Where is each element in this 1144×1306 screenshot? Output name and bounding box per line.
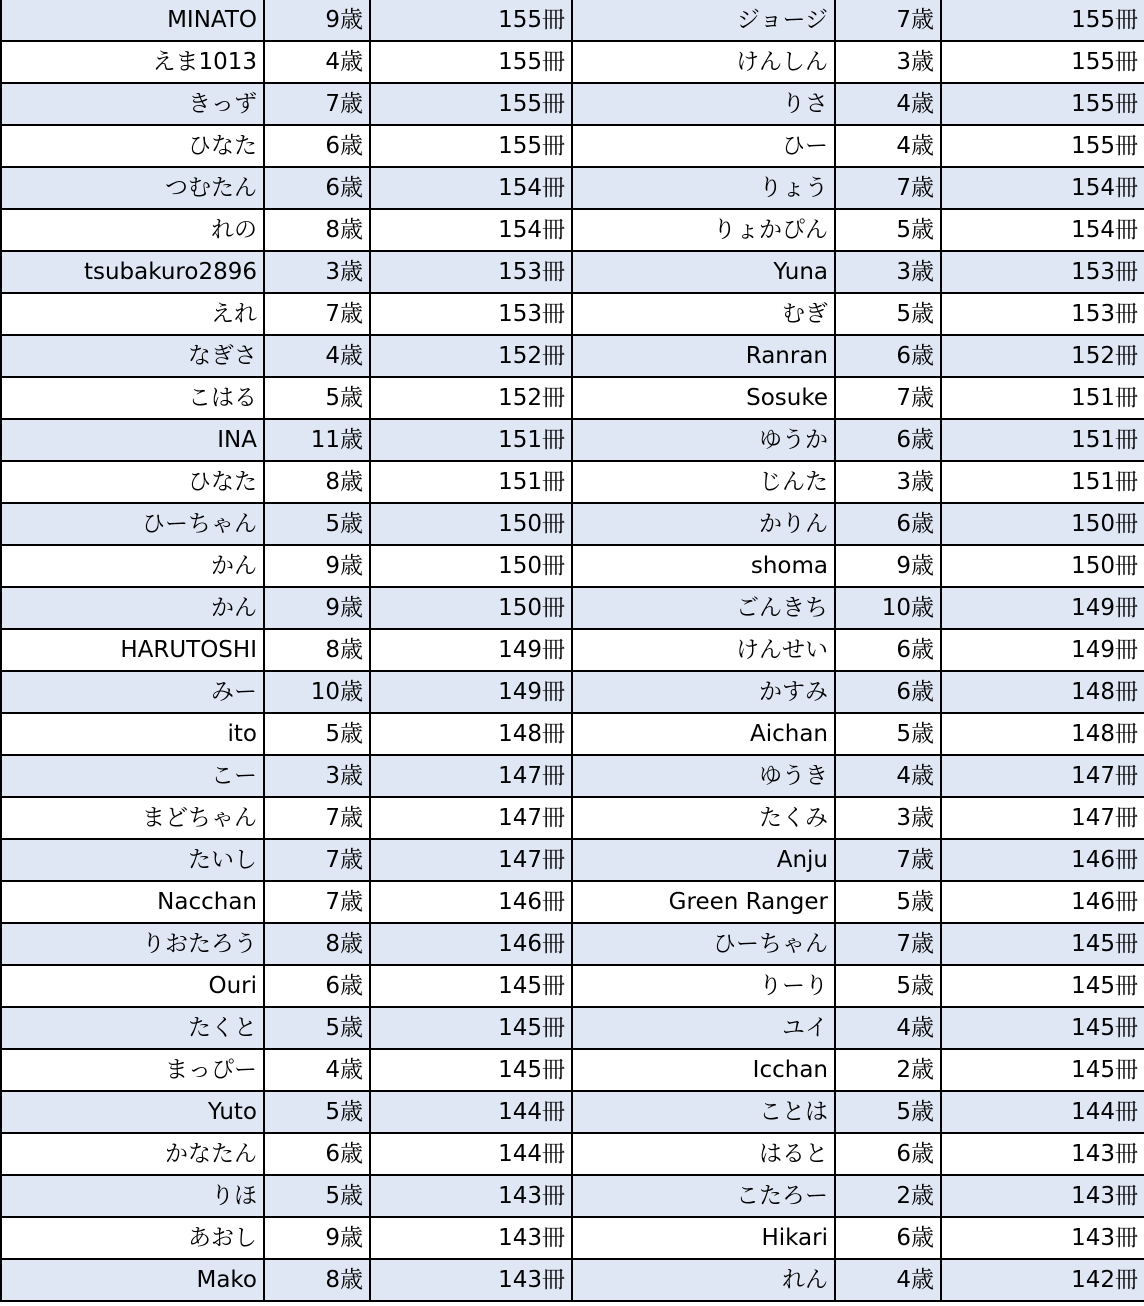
right-name-cell: ユイ [572,1007,835,1049]
right-books-cell: 154冊 [941,209,1144,251]
left-name-cell: なぎさ [1,335,264,377]
left-books-cell: 145冊 [370,965,572,1007]
right-books-cell: 145冊 [941,1007,1144,1049]
right-name-cell: かすみ [572,671,835,713]
right-name-cell: たくみ [572,797,835,839]
right-books-cell: 155冊 [941,0,1144,41]
left-age-cell: 9歳 [264,545,370,587]
left-name-cell: ひなた [1,125,264,167]
left-age-cell: 8歳 [264,923,370,965]
right-age-cell: 9歳 [835,545,941,587]
left-name-cell: MINATO [1,0,264,41]
right-age-cell: 2歳 [835,1049,941,1091]
right-age-cell: 4歳 [835,755,941,797]
right-age-cell: 5歳 [835,1091,941,1133]
table-row [1,587,1144,629]
left-age-cell: 8歳 [264,209,370,251]
left-name-cell: ひーちゃん [1,503,264,545]
right-name-cell: れん [572,1259,835,1301]
right-books-cell: 151冊 [941,461,1144,503]
right-age-cell: 6歳 [835,1133,941,1175]
right-age-cell: 3歳 [835,251,941,293]
right-books-cell: 144冊 [941,1091,1144,1133]
left-age-cell: 8歳 [264,461,370,503]
left-name-cell: Ouri [1,965,264,1007]
left-age-cell: 6歳 [264,125,370,167]
left-books-cell: 144冊 [370,1091,572,1133]
left-books-cell: 145冊 [370,1007,572,1049]
right-books-cell: 147冊 [941,797,1144,839]
right-books-cell: 145冊 [941,1049,1144,1091]
table-row [1,41,1144,83]
table-row [1,1007,1144,1049]
left-name-cell: Mako [1,1259,264,1301]
right-name-cell: りょかぴん [572,209,835,251]
left-age-cell: 8歳 [264,1259,370,1301]
left-age-cell: 11歳 [264,419,370,461]
right-name-cell: じんた [572,461,835,503]
table-row [1,419,1144,461]
left-name-cell: えま1013 [1,41,264,83]
right-name-cell: けんしん [572,41,835,83]
right-age-cell: 5歳 [835,965,941,1007]
left-age-cell: 5歳 [264,1175,370,1217]
table-row [1,923,1144,965]
left-age-cell: 9歳 [264,1217,370,1259]
left-books-cell: 155冊 [370,83,572,125]
left-age-cell: 6歳 [264,965,370,1007]
table-row [1,1133,1144,1175]
right-name-cell: ひーちゃん [572,923,835,965]
left-name-cell: こー [1,755,264,797]
left-age-cell: 7歳 [264,839,370,881]
left-name-cell: INA [1,419,264,461]
left-age-cell: 10歳 [264,671,370,713]
table-row [1,713,1144,755]
left-age-cell: 4歳 [264,1049,370,1091]
right-age-cell: 5歳 [835,713,941,755]
right-books-cell: 149冊 [941,587,1144,629]
table-row [1,125,1144,167]
left-name-cell: ito [1,713,264,755]
right-age-cell: 7歳 [835,923,941,965]
left-books-cell: 149冊 [370,629,572,671]
right-age-cell: 5歳 [835,881,941,923]
left-age-cell: 5歳 [264,503,370,545]
right-name-cell: Anju [572,839,835,881]
right-name-cell: りょう [572,167,835,209]
left-name-cell: えれ [1,293,264,335]
left-name-cell: かなたん [1,1133,264,1175]
left-age-cell: 5歳 [264,1091,370,1133]
right-name-cell: ごんきち [572,587,835,629]
ranking-table-body [1,0,1144,1301]
left-name-cell: まっぴー [1,1049,264,1091]
right-books-cell: 148冊 [941,713,1144,755]
table-row [1,1259,1144,1301]
left-name-cell: ひなた [1,461,264,503]
right-books-cell: 145冊 [941,923,1144,965]
table-row [1,461,1144,503]
left-books-cell: 150冊 [370,587,572,629]
right-name-cell: はると [572,1133,835,1175]
left-name-cell: たくと [1,1007,264,1049]
left-age-cell: 9歳 [264,587,370,629]
table-row [1,503,1144,545]
right-books-cell: 146冊 [941,839,1144,881]
left-books-cell: 143冊 [370,1175,572,1217]
right-name-cell: ゆうか [572,419,835,461]
left-books-cell: 146冊 [370,923,572,965]
right-books-cell: 149冊 [941,629,1144,671]
right-name-cell: むぎ [572,293,835,335]
right-name-cell: Hikari [572,1217,835,1259]
left-books-cell: 151冊 [370,461,572,503]
right-name-cell: りーり [572,965,835,1007]
right-name-cell: けんせい [572,629,835,671]
left-name-cell: みー [1,671,264,713]
right-books-cell: 151冊 [941,419,1144,461]
right-age-cell: 7歳 [835,377,941,419]
right-books-cell: 154冊 [941,167,1144,209]
left-name-cell: Yuto [1,1091,264,1133]
table-row [1,0,1144,41]
left-books-cell: 155冊 [370,125,572,167]
table-row [1,881,1144,923]
table-row [1,83,1144,125]
left-age-cell: 5歳 [264,377,370,419]
right-name-cell: Sosuke [572,377,835,419]
right-books-cell: 146冊 [941,881,1144,923]
right-name-cell: かりん [572,503,835,545]
right-name-cell: Yuna [572,251,835,293]
right-name-cell: こたろー [572,1175,835,1217]
left-books-cell: 149冊 [370,671,572,713]
left-age-cell: 5歳 [264,1007,370,1049]
left-age-cell: 3歳 [264,251,370,293]
table-row [1,1049,1144,1091]
right-age-cell: 6歳 [835,503,941,545]
right-books-cell: 143冊 [941,1133,1144,1175]
right-books-cell: 143冊 [941,1175,1144,1217]
table-row [1,1217,1144,1259]
left-books-cell: 150冊 [370,545,572,587]
table-row [1,1175,1144,1217]
left-age-cell: 3歳 [264,755,370,797]
left-name-cell: つむたん [1,167,264,209]
left-books-cell: 144冊 [370,1133,572,1175]
left-age-cell: 9歳 [264,0,370,41]
right-books-cell: 153冊 [941,251,1144,293]
right-books-cell: 145冊 [941,965,1144,1007]
left-name-cell: あおし [1,1217,264,1259]
left-books-cell: 151冊 [370,419,572,461]
right-name-cell: りさ [572,83,835,125]
left-books-cell: 143冊 [370,1217,572,1259]
left-books-cell: 155冊 [370,41,572,83]
right-books-cell: 143冊 [941,1217,1144,1259]
right-books-cell: 155冊 [941,41,1144,83]
right-name-cell: shoma [572,545,835,587]
table-row [1,209,1144,251]
left-age-cell: 7歳 [264,83,370,125]
left-books-cell: 152冊 [370,377,572,419]
right-name-cell: ジョージ [572,0,835,41]
right-books-cell: 148冊 [941,671,1144,713]
right-name-cell: ゆうき [572,755,835,797]
table-row [1,377,1144,419]
left-name-cell: こはる [1,377,264,419]
table-row [1,965,1144,1007]
table-row [1,1091,1144,1133]
left-age-cell: 6歳 [264,1133,370,1175]
left-name-cell: りおたろう [1,923,264,965]
left-books-cell: 148冊 [370,713,572,755]
right-age-cell: 6歳 [835,1217,941,1259]
left-age-cell: 8歳 [264,629,370,671]
left-name-cell: きっず [1,83,264,125]
right-age-cell: 6歳 [835,335,941,377]
right-books-cell: 147冊 [941,755,1144,797]
table-row [1,671,1144,713]
right-books-cell: 150冊 [941,503,1144,545]
table-row [1,755,1144,797]
right-books-cell: 152冊 [941,335,1144,377]
left-age-cell: 4歳 [264,41,370,83]
left-age-cell: 7歳 [264,293,370,335]
right-name-cell: Aichan [572,713,835,755]
left-name-cell: HARUTOSHI [1,629,264,671]
right-age-cell: 4歳 [835,1007,941,1049]
right-books-cell: 151冊 [941,377,1144,419]
left-books-cell: 153冊 [370,293,572,335]
right-age-cell: 7歳 [835,0,941,41]
right-name-cell: ひー [572,125,835,167]
right-books-cell: 142冊 [941,1259,1144,1301]
right-age-cell: 7歳 [835,839,941,881]
left-books-cell: 150冊 [370,503,572,545]
left-age-cell: 7歳 [264,797,370,839]
right-age-cell: 3歳 [835,461,941,503]
left-books-cell: 147冊 [370,797,572,839]
left-books-cell: 154冊 [370,209,572,251]
left-books-cell: 143冊 [370,1259,572,1301]
left-age-cell: 5歳 [264,713,370,755]
right-age-cell: 3歳 [835,41,941,83]
table-row [1,839,1144,881]
right-age-cell: 4歳 [835,1259,941,1301]
left-books-cell: 147冊 [370,839,572,881]
table-row [1,545,1144,587]
right-name-cell: Ranran [572,335,835,377]
left-name-cell: りほ [1,1175,264,1217]
left-books-cell: 145冊 [370,1049,572,1091]
right-books-cell: 155冊 [941,83,1144,125]
right-age-cell: 6歳 [835,629,941,671]
left-name-cell: かん [1,587,264,629]
left-name-cell: かん [1,545,264,587]
table-row [1,167,1144,209]
right-age-cell: 2歳 [835,1175,941,1217]
left-age-cell: 4歳 [264,335,370,377]
right-age-cell: 7歳 [835,167,941,209]
right-age-cell: 5歳 [835,293,941,335]
left-books-cell: 155冊 [370,0,572,41]
left-name-cell: tsubakuro2896 [1,251,264,293]
left-books-cell: 146冊 [370,881,572,923]
table-row [1,293,1144,335]
left-name-cell: まどちゃん [1,797,264,839]
right-books-cell: 155冊 [941,125,1144,167]
table-row [1,251,1144,293]
right-age-cell: 6歳 [835,671,941,713]
right-books-cell: 153冊 [941,293,1144,335]
right-name-cell: Icchan [572,1049,835,1091]
right-age-cell: 5歳 [835,209,941,251]
left-name-cell: れの [1,209,264,251]
left-books-cell: 154冊 [370,167,572,209]
table-row [1,335,1144,377]
table-row [1,629,1144,671]
left-books-cell: 147冊 [370,755,572,797]
left-books-cell: 153冊 [370,251,572,293]
right-age-cell: 10歳 [835,587,941,629]
left-age-cell: 7歳 [264,881,370,923]
right-age-cell: 4歳 [835,125,941,167]
right-name-cell: ことは [572,1091,835,1133]
left-name-cell: Nacchan [1,881,264,923]
right-name-cell: Green Ranger [572,881,835,923]
right-age-cell: 6歳 [835,419,941,461]
table-row [1,797,1144,839]
left-books-cell: 152冊 [370,335,572,377]
left-age-cell: 6歳 [264,167,370,209]
right-age-cell: 4歳 [835,83,941,125]
left-name-cell: たいし [1,839,264,881]
right-age-cell: 3歳 [835,797,941,839]
right-books-cell: 150冊 [941,545,1144,587]
